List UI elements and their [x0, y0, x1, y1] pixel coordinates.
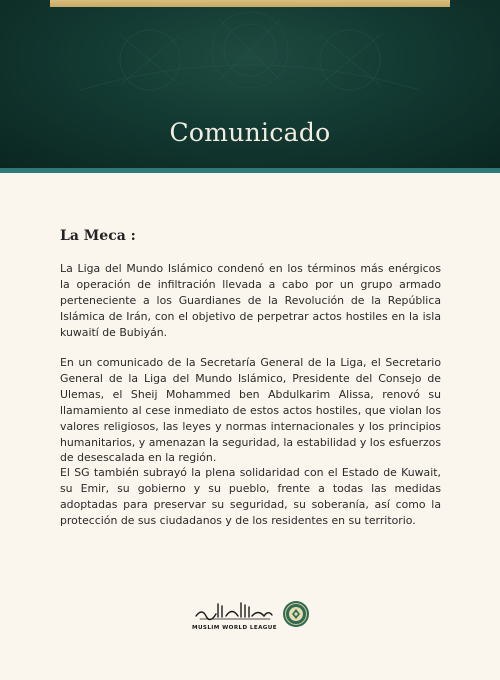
paragraph-3: El SG también subrayó la plena solidaridad con el Estado de Kuwait, su Emir, su gobierno y su pueblo, frente a todas las medidas adoptadas para preservar su seguridad, su soberanía, así como la protección de sus ciudadanos y de los residentes en su territorio.	[60, 466, 441, 527]
logo-caption: MUSLIM WORLD LEAGUE	[192, 625, 277, 631]
paragraph-2: En un comunicado de la Secretaría General de la Liga, el Secretario General de la Liga del Mundo Islámico, Presidente del Consejo de Ulemas, el Sheij Mohammed ben Abdulkarim Alissa, renovó su llamamiento al cese inmediato de estos actos hostiles, que violan los valores religiosos, las leyes y normas internacionales y los principios humanitarios, y amenazan la seguridad, la estabilidad y los esfuerzos de desescalada en la región.	[60, 356, 441, 465]
header-banner	[0, 0, 500, 168]
page-title: Comunicado	[169, 118, 331, 147]
dateline: La Meca :	[60, 228, 136, 244]
paragraph-1: La Liga del Mundo Islámico condenó en los términos más enérgicos la operación de infiltración llevada a cabo por un grupo armado perteneciente a los Guardianes de la Revolución de la República Islámica de Irán, con el objetivo de perpetrar actos hostiles en la isla kuwaití de Bubiyán.	[60, 262, 441, 339]
teal-divider	[0, 168, 500, 173]
emblem-icon	[282, 600, 310, 628]
mwl-logo	[186, 598, 316, 638]
arabic-calligraphy-icon	[192, 598, 276, 622]
